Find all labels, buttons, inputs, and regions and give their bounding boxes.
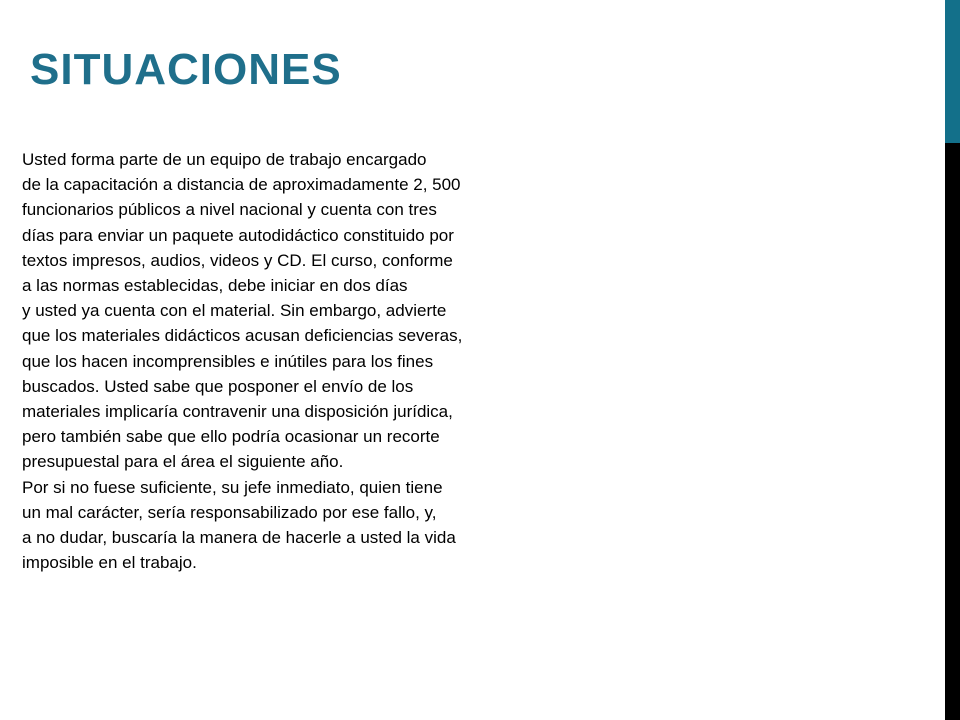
body-line: días para enviar un paquete autodidáctico constituido por — [22, 225, 454, 245]
body-line: y usted ya cuenta con el material. Sin embargo, advierte — [22, 301, 447, 321]
body-line: a las normas establecidas, debe iniciar en dos días — [22, 276, 408, 296]
body-line: pero también sabe que ello podría ocasionar un recorte — [22, 427, 440, 447]
body-line: presupuestal para el área el siguiente año. — [22, 452, 344, 472]
body-line: materiales implicaría contravenir una disposición jurídica, — [22, 402, 453, 422]
body-line: que los materiales didácticos acusan deficiencias severas, — [22, 326, 463, 346]
body-line: que los hacen incomprensibles e inútiles para los fines — [22, 351, 434, 371]
slide-body — [22, 147, 622, 575]
body-line: Usted forma parte de un equipo de trabajo encargado — [22, 150, 427, 169]
accent-bar-top — [945, 0, 960, 143]
body-line: un mal carácter, sería responsabilizado por ese fallo, y, — [22, 502, 437, 522]
body-line: textos impresos, audios, videos y CD. El curso, conforme — [22, 250, 453, 270]
body-line: de la capacitación a distancia de aproximadamente 2, 500 — [22, 175, 461, 195]
slide-title: SITUACIONES — [30, 45, 342, 94]
body-line: buscados. Usted sabe que posponer el envío de los — [22, 376, 414, 396]
accent-bar-bottom — [945, 143, 960, 720]
body-line: a no dudar, buscaría la manera de hacerle a usted la vida — [22, 528, 456, 548]
body-line: imposible en el trabajo. — [22, 553, 197, 573]
body-line: funcionarios públicos a nivel nacional y cuenta con tres — [22, 200, 437, 220]
body-line: Por si no fuese suficiente, su jefe inmediato, quien tiene — [22, 477, 443, 497]
